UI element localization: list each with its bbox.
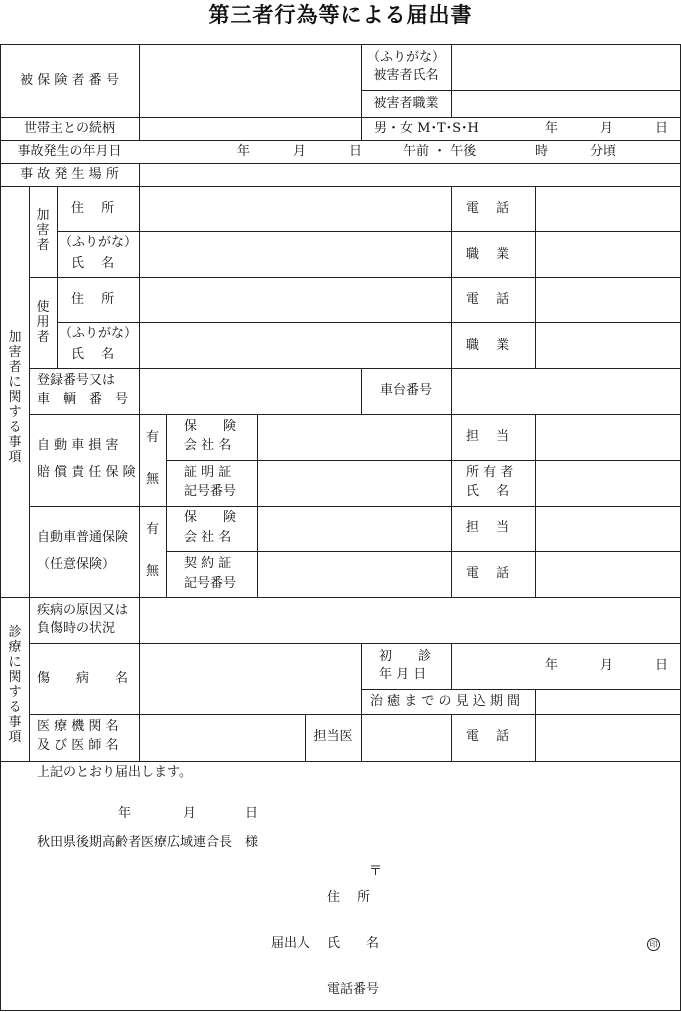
recovery-label: 治 癒 ま で の 見 込 期 間 bbox=[370, 694, 521, 709]
contract-field[interactable] bbox=[258, 552, 451, 597]
sex-era-options[interactable]: 男・女 M･T･S･H bbox=[374, 121, 479, 136]
chassis-field[interactable] bbox=[452, 369, 680, 414]
seal-mark: 印 bbox=[647, 938, 660, 951]
injury-label: 傷 病 名 bbox=[37, 671, 129, 686]
cali-insurer-label-2: 会 社 名 bbox=[184, 438, 232, 453]
perpetrator-address-field[interactable] bbox=[140, 187, 451, 231]
cause-label-1: 疾病の原因又は bbox=[37, 603, 129, 618]
owner-label-1: 所 有 者 bbox=[466, 465, 514, 480]
employer-phone-label: 電 話 bbox=[466, 292, 510, 307]
addressee-text: 秋田県後期高齢者医療広域連合長 様 bbox=[37, 835, 259, 850]
chassis-label: 車台番号 bbox=[379, 383, 432, 398]
am-pm-options[interactable]: 午前 ・ 午後 bbox=[403, 144, 477, 159]
notifier-name-field[interactable] bbox=[400, 926, 640, 956]
institution-field[interactable] bbox=[140, 715, 305, 761]
insured-number-label: 被 保 険 者 番 号 bbox=[20, 73, 119, 88]
declaration-text: 上記のとおり届出します。 bbox=[37, 765, 192, 780]
perpetrator-occupation-field[interactable] bbox=[536, 232, 680, 277]
employer-occupation-field[interactable] bbox=[536, 323, 680, 368]
doctor-field[interactable] bbox=[362, 715, 451, 761]
perpetrator-name-field[interactable] bbox=[140, 232, 451, 277]
first-visit-label-1: 初 診 bbox=[379, 649, 432, 664]
voluntary-staff-label: 担 当 bbox=[466, 520, 510, 535]
cali-yes-option[interactable]: 有 bbox=[145, 430, 159, 445]
furigana-label: （ふりがな） bbox=[366, 50, 445, 65]
employer-name-label: 氏 名 bbox=[71, 347, 115, 362]
cause-field[interactable] bbox=[140, 598, 680, 643]
cali-insurer-field[interactable] bbox=[258, 415, 451, 460]
accident-month-label: 月 bbox=[293, 144, 307, 159]
accident-hour-label: 時 bbox=[535, 144, 549, 159]
victim-name-field[interactable] bbox=[452, 45, 680, 90]
birth-month-label: 月 bbox=[600, 121, 614, 136]
first-visit-label-2: 年 月 日 bbox=[379, 667, 427, 682]
institution-phone-field[interactable] bbox=[536, 715, 680, 761]
owner-name-field[interactable] bbox=[536, 461, 680, 506]
perpetrator-address-label: 住 所 bbox=[71, 201, 115, 216]
perpetrator-heading: 加害者 bbox=[36, 208, 50, 253]
victim-occupation-label: 被害者職業 bbox=[373, 96, 439, 111]
voluntary-insurer-label-2: 会 社 名 bbox=[184, 530, 232, 545]
cali-cert-label-1: 証 明 証 bbox=[184, 465, 232, 480]
declaration-month-label: 月 bbox=[183, 806, 197, 821]
notifier-address-field[interactable] bbox=[400, 860, 670, 908]
employer-furigana-label: （ふりがな） bbox=[58, 326, 137, 341]
registration-label-2: 車 輌 番 号 bbox=[37, 392, 129, 407]
voluntary-phone-field[interactable] bbox=[536, 552, 680, 597]
voluntary-label-2: （任意保険） bbox=[37, 557, 116, 572]
birth-year-label: 年 bbox=[545, 121, 559, 136]
cali-cert-label-2: 記号番号 bbox=[184, 484, 237, 499]
registration-field[interactable] bbox=[140, 369, 361, 414]
cause-label-2: 負傷時の状況 bbox=[37, 621, 116, 636]
first-visit-year-label: 年 bbox=[545, 658, 559, 673]
victim-name-label: 被害者氏名 bbox=[373, 68, 439, 83]
medical-section-heading: 診療に関する事項 bbox=[8, 625, 22, 745]
perpetrator-section-heading: 加害者に関する事項 bbox=[8, 330, 22, 465]
employer-phone-field[interactable] bbox=[536, 278, 680, 322]
accident-date-label: 事故発生の年月日 bbox=[17, 144, 122, 159]
contract-label-1: 契 約 証 bbox=[184, 556, 232, 571]
cali-label-1: 自 動 車 損 害 bbox=[37, 438, 119, 453]
notifier-label: 届出人 bbox=[271, 936, 311, 951]
cali-label-2: 賠 償 責 任 保 険 bbox=[37, 465, 136, 480]
owner-label-2: 氏 名 bbox=[466, 484, 510, 499]
relation-label: 世帯主との続柄 bbox=[23, 121, 115, 136]
accident-year-label: 年 bbox=[237, 144, 251, 159]
institution-label-2: 及 び 医 師 名 bbox=[37, 738, 119, 753]
cali-no-option[interactable]: 無 bbox=[145, 472, 159, 487]
relation-field[interactable] bbox=[140, 118, 361, 140]
notifier-phone-field[interactable] bbox=[400, 972, 670, 1002]
voluntary-insurer-label-1: 保 険 bbox=[184, 510, 237, 525]
accident-day-label: 日 bbox=[349, 144, 363, 159]
perpetrator-name-label: 氏 名 bbox=[71, 256, 115, 271]
employer-occupation-label: 職 業 bbox=[466, 338, 510, 353]
document-title: 第三者行為等による届出書 bbox=[208, 3, 473, 27]
cali-staff-field[interactable] bbox=[536, 415, 680, 460]
injury-field[interactable] bbox=[140, 644, 361, 714]
employer-address-label: 住 所 bbox=[71, 292, 115, 307]
perpetrator-furigana-label: （ふりがな） bbox=[58, 235, 137, 250]
insured-number-field[interactable] bbox=[140, 45, 361, 117]
declaration-day-label: 日 bbox=[245, 806, 259, 821]
first-visit-month-label: 月 bbox=[600, 658, 614, 673]
notifier-address-label: 住 所 bbox=[327, 890, 371, 905]
accident-minute-label: 分頃 bbox=[590, 144, 617, 159]
declaration-year-label: 年 bbox=[118, 806, 132, 821]
employer-address-field[interactable] bbox=[140, 278, 451, 322]
cali-cert-field[interactable] bbox=[258, 461, 451, 506]
victim-occupation-field[interactable] bbox=[452, 91, 680, 117]
voluntary-insurer-field[interactable] bbox=[258, 507, 451, 551]
postal-mark: 〒 bbox=[369, 864, 383, 879]
recovery-field[interactable] bbox=[536, 690, 680, 714]
employer-name-field[interactable] bbox=[140, 323, 451, 368]
contract-label-2: 記号番号 bbox=[184, 576, 237, 591]
perpetrator-phone-field[interactable] bbox=[536, 187, 680, 231]
accident-place-label: 事 故 発 生 場 所 bbox=[20, 167, 119, 182]
institution-label-1: 医 療 機 関 名 bbox=[37, 719, 119, 734]
voluntary-yes-option[interactable]: 有 bbox=[145, 522, 159, 537]
perpetrator-phone-label: 電 話 bbox=[466, 201, 510, 216]
voluntary-label-1: 自動車普通保険 bbox=[37, 530, 129, 545]
cali-insurer-label-1: 保 険 bbox=[184, 419, 237, 434]
registration-label-1: 登録番号又は bbox=[37, 373, 116, 388]
birth-day-label: 日 bbox=[655, 121, 669, 136]
voluntary-staff-field[interactable] bbox=[536, 507, 680, 551]
employer-heading: 使用者 bbox=[36, 300, 50, 345]
cali-staff-label: 担 当 bbox=[466, 429, 510, 444]
perpetrator-occupation-label: 職 業 bbox=[466, 247, 510, 262]
voluntary-phone-label: 電 話 bbox=[466, 566, 510, 581]
notifier-name-label: 氏 名 bbox=[327, 936, 380, 951]
accident-place-field[interactable] bbox=[140, 164, 680, 186]
first-visit-day-label: 日 bbox=[655, 658, 669, 673]
institution-phone-label: 電 話 bbox=[466, 729, 510, 744]
doctor-label: 担当医 bbox=[313, 729, 353, 744]
voluntary-no-option[interactable]: 無 bbox=[145, 564, 159, 579]
notifier-phone-label: 電話番号 bbox=[327, 982, 380, 997]
